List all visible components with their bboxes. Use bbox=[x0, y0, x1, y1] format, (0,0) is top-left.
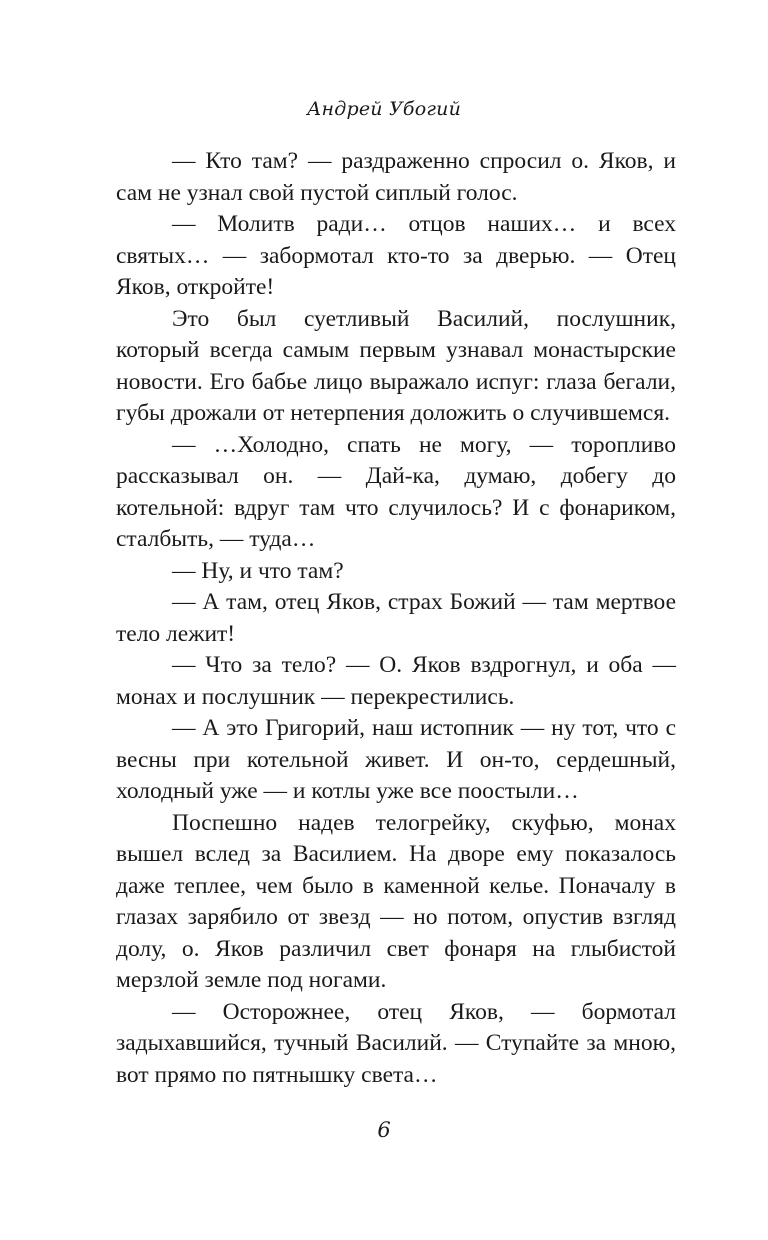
paragraph: — Что за тело? — О. Яков вздрогнул, и оба — монах и послушник — перекрестились. bbox=[116, 652, 676, 710]
paragraph: Это был суетливый Василий, послушник, который всегда самым первым узнавал монастырские новости. Его бабье лицо выражало испуг: глаза бегали, губы дрожали от нетерпения доложить о случившемся. bbox=[116, 305, 676, 426]
running-head-author: Андрей Убогий bbox=[306, 98, 462, 120]
page-number: 6 bbox=[377, 1118, 391, 1142]
paragraph: — А это Григорий, наш истопник — ну тот, что с весны при котельной живет. И он-то, сердешный, холодный уже — и котлы уже все поостыли… bbox=[116, 715, 676, 804]
paragraph: — Кто там? — раздраженно спросил о. Яков, и сам не узнал свой пустой сиплый голос. bbox=[116, 148, 676, 206]
paragraph: — Осторожнее, отец Яков, — бормотал задыхавшийся, тучный Василий. — Ступайте за мною, вот прямо по пятнышку света… bbox=[116, 998, 676, 1088]
body-text bbox=[116, 146, 676, 1091]
paragraph: — А там, отец Яков, страх Божий — там мертвое тело лежит! bbox=[116, 589, 676, 647]
paragraph: Поспешно надев телогрейку, скуфью, монах вышел вслед за Василием. На дворе ему показалось даже теплее, чем было в каменной келье. Поначалу в глазах зарябило от звезд — но потом, опустив взгляд долу, о. Яков различил свет фонаря на глыбистой мерзлой земле под ногами. bbox=[116, 809, 676, 993]
paragraph: — Молитв ради… отцов наших… и всех святых… — забормотал кто-то за дверью. — Отец Яков, откройте! bbox=[116, 211, 676, 300]
paragraph: — Ну, и что там? bbox=[172, 557, 344, 584]
paragraph: — …Холодно, спать не могу, — торопливо рассказывал он. — Дай-ка, думаю, добегу до котельной: вдруг там что случилось? И с фонариком, сталбыть, — туда… bbox=[116, 431, 676, 552]
